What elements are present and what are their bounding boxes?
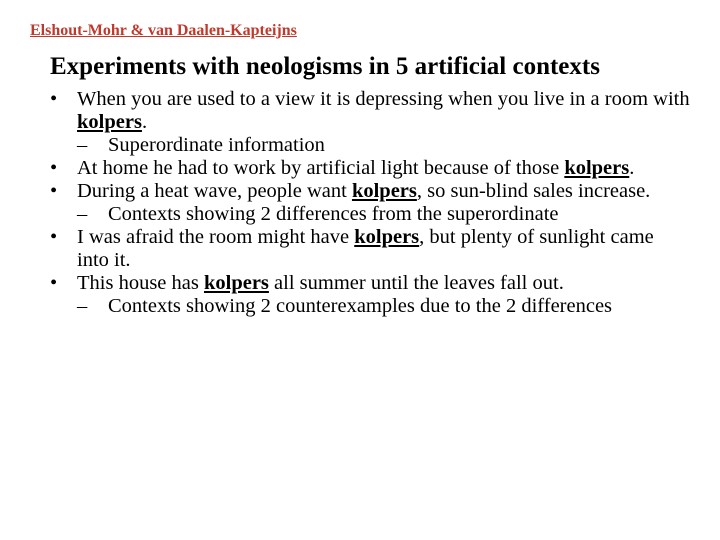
sub-bullet-text: Contexts showing 2 counterexamples due to the 2 differences — [108, 295, 613, 317]
sub-bullet-marker: – — [77, 203, 88, 225]
sub-bullet-text: Superordinate information — [108, 134, 325, 156]
bullet-text: all summer until the leaves fall out. — [268, 272, 564, 294]
bullet-text: At home he had to work by artificial light because of those — [77, 157, 565, 179]
bullet-text: I was afraid the room might have — [77, 226, 355, 248]
sub-bullet-item-3 — [50, 203, 690, 226]
author-header-link[interactable]: Elshout-Mohr & van Daalen-Kapteijns — [30, 22, 297, 39]
keyword-kolpers: kolpers — [564, 157, 630, 179]
bullet-text: , but plenty of sunlight came into it. — [77, 226, 654, 271]
keyword-kolpers: kolpers — [351, 180, 417, 202]
bullet-marker: • — [50, 180, 58, 202]
slide-title: Experiments with neologisms in 5 artificial contexts — [50, 53, 600, 80]
bullet-item-4 — [50, 226, 690, 272]
sub-bullet-marker: – — [77, 134, 88, 156]
bullet-list — [50, 88, 690, 318]
bullet-marker: • — [50, 88, 58, 110]
keyword-kolpers: kolpers — [203, 272, 269, 294]
sub-bullet-item-1 — [50, 134, 690, 157]
sub-bullet-text: Contexts showing 2 differences from the superordinate — [108, 203, 559, 225]
bullet-item-2 — [50, 157, 690, 180]
bullet-text: This house has — [77, 272, 204, 294]
sub-bullet-marker: – — [77, 295, 88, 317]
bullet-text: . — [141, 111, 148, 133]
bullet-marker: • — [50, 157, 58, 179]
bullet-text: . — [629, 157, 635, 179]
keyword-kolpers: kolpers — [354, 226, 420, 248]
bullet-item-5 — [50, 272, 690, 295]
keyword-kolpers: kolpers — [77, 111, 142, 133]
bullet-marker: • — [50, 226, 58, 248]
bullet-text: , so sun-blind sales increase. — [416, 180, 651, 202]
bullet-marker: • — [50, 272, 58, 294]
bullet-item-3 — [50, 180, 690, 203]
sub-bullet-item-5 — [50, 295, 690, 318]
bullet-text: During a heat wave, people want — [77, 180, 352, 202]
bullet-item-1 — [50, 88, 690, 134]
bullet-text: When you are used to a view it is depressing when you live in a room with — [77, 88, 690, 110]
